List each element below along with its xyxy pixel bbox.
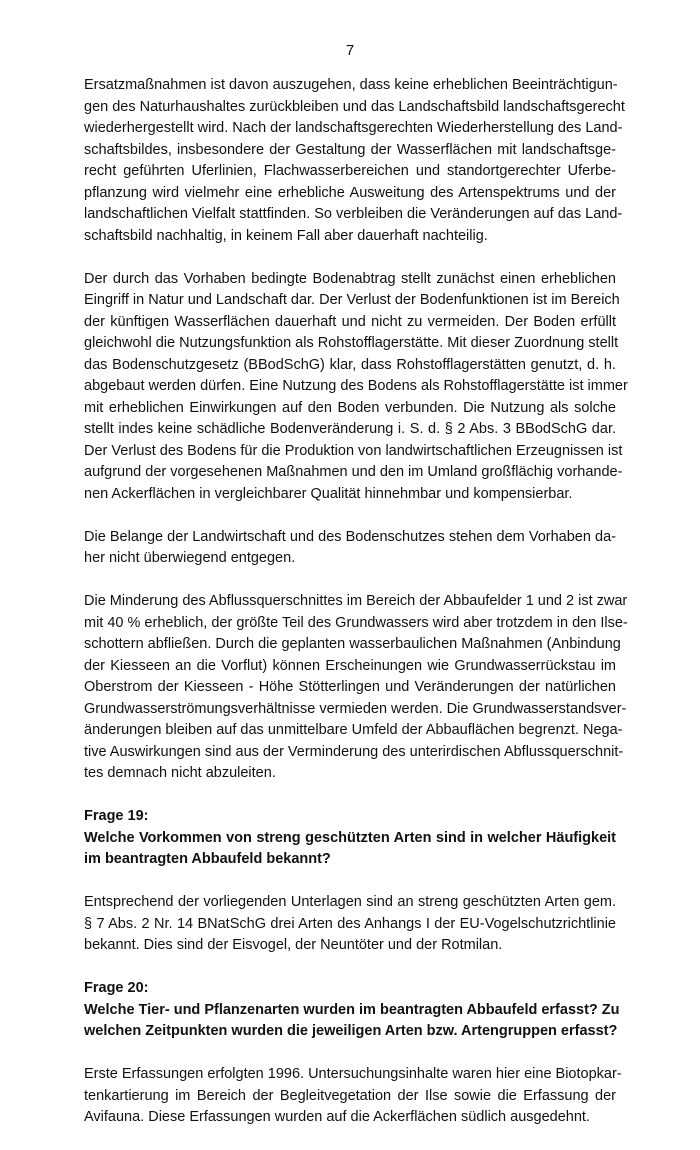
text-line: änderungen bleiben auf das unmittelbare Umfeld der Abbauflächen begrenzt. Nega- xyxy=(84,722,623,738)
text-line: abgebaut werden dürfen. Eine Nutzung des Bodens als Rohstofflagerstätte ist immer xyxy=(84,378,628,394)
answer-paragraph xyxy=(84,892,616,957)
text-line: Oberstrom der Kiesseen - Höhe Stötterlingen und Veränderungen der natürlichen xyxy=(84,679,616,695)
text-line: Avifauna. Diese Erfassungen wurden auf die Ackerflächen südlich ausgedehnt. xyxy=(84,1109,590,1125)
text-line: das Bodenschutzgesetz (BBodSchG) klar, dass Rohstofflagerstätten genutzt, d. h. xyxy=(84,356,616,373)
text-line: landschaftlichen Vielfalt stattfinden. So verbleiben die Veränderungen auf das Land- xyxy=(84,206,623,222)
text-line: Die Belange der Landwirtschaft und des Bodenschutzes stehen dem Vorhaben da- xyxy=(84,528,616,545)
question-heading xyxy=(84,978,620,1043)
text-line: recht geführten Uferlinien, Flachwasserbereichen und standortgerechter Uferbe- xyxy=(84,163,616,179)
text-line: aufgrund der vorgesehenen Maßnahmen und den im Umland großflächig vorhande- xyxy=(84,464,623,480)
question-text-line: Welche Vorkommen von streng geschützten Arten sind in welcher Häufigkeit xyxy=(84,829,616,846)
text-line: Eingriff in Natur und Landschaft dar. Der Verlust der Bodenfunktionen ist im Bereich xyxy=(84,292,620,308)
body-paragraph xyxy=(84,591,628,785)
question-label: Frage 20: xyxy=(84,980,149,996)
question-heading xyxy=(84,806,616,871)
text-line: schaftsbild nachhaltig, in keinem Fall aber dauerhaft nachteilig. xyxy=(84,227,488,244)
body-paragraph xyxy=(84,75,625,247)
text-line: pflanzung wird vielmehr eine erhebliche Ausweitung des Artenspektrums und der xyxy=(84,184,616,201)
text-line: Der Verlust des Bodens für die Produktion von landwirtschaftlichen Erzeugnissen ist xyxy=(84,442,623,459)
text-line: stellt indes keine schädliche Bodenveränderung i. S. d. § 2 Abs. 3 BBodSchG dar. xyxy=(84,421,616,437)
text-line: § 7 Abs. 2 Nr. 14 BNatSchG drei Arten des Anhangs I der EU-Vogelschutzrichtlinie xyxy=(84,915,616,932)
text-line: tes demnach nicht abzuleiten. xyxy=(84,765,276,781)
text-line: bekannt. Dies sind der Eisvogel, der Neuntöter und der Rotmilan. xyxy=(84,937,503,953)
text-line: der Kiesseen an die Vorflut) können Erscheinungen wie Grundwasserrückstau im xyxy=(84,657,616,674)
text-line: mit erheblichen Einwirkungen auf den Boden verbunden. Die Nutzung als solche xyxy=(84,399,616,416)
text-line: Erste Erfassungen erfolgten 1996. Untersuchungsinhalte waren hier eine Biotopkar- xyxy=(84,1066,622,1082)
body-paragraph xyxy=(84,269,628,506)
question-label: Frage 19: xyxy=(84,808,149,824)
text-line: nen Ackerflächen in vergleichbarer Qualität hinnehmbar und kompensierbar. xyxy=(84,485,573,502)
text-line: schottern abfließen. Durch die geplanten wasserbaulichen Maßnahmen (Anbindung xyxy=(84,636,621,652)
text-line: tenkartierung im Bereich der Begleitvegetation der Ilse sowie die Erfassung der xyxy=(84,1087,616,1104)
page-body xyxy=(84,75,628,1150)
answer-paragraph xyxy=(84,1064,622,1129)
question-text-line: welchen Zeitpunkten wurden die jeweiligen Arten bzw. Artengruppen erfasst? xyxy=(84,1023,618,1039)
text-line: mit 40 % erheblich, der größte Teil des Grundwassers wird aber trotzdem in den Ilse- xyxy=(84,614,628,631)
text-line: her nicht überwiegend entgegen. xyxy=(84,550,296,566)
text-line: Ersatzmaßnahmen ist davon auszugehen, dass keine erheblichen Beeinträchtigun- xyxy=(84,77,618,93)
question-text-line: im beantragten Abbaufeld bekannt? xyxy=(84,851,331,867)
page-number: 7 xyxy=(345,42,355,59)
text-line: wiederhergestellt wird. Nach der landschaftsgerechten Wiederherstellung des Land- xyxy=(84,120,623,136)
text-line: Grundwasserströmungsverhältnisse vermieden werden. Die Grundwasserstandsver- xyxy=(84,700,627,717)
text-line: Entsprechend der vorliegenden Unterlagen sind an streng geschützten Arten gem. xyxy=(84,894,616,910)
text-line: gen des Naturhaushaltes zurückbleiben und das Landschaftsbild landschaftsgerecht xyxy=(84,98,625,115)
text-line: Die Minderung des Abflussquerschnittes im Bereich der Abbaufelder 1 und 2 ist zwar xyxy=(84,593,628,609)
question-text-line: Welche Tier- und Pflanzenarten wurden im beantragten Abbaufeld erfasst? Zu xyxy=(84,1001,620,1018)
text-line: der künftigen Wasserflächen dauerhaft und nicht zu vermeiden. Der Boden erfüllt xyxy=(84,313,616,330)
text-line: Der durch das Vorhaben bedingte Bodenabtrag stellt zunächst einen erheblichen xyxy=(84,270,616,287)
text-line: schaftsbildes, insbesondere der Gestaltung der Wasserflächen mit landschaftsge- xyxy=(84,141,616,158)
body-paragraph xyxy=(84,527,616,570)
text-line: gleichwohl die Nutzungsfunktion als Rohstofflagerstätte. Mit dieser Zuordnung stellt xyxy=(84,335,619,351)
text-line: tive Auswirkungen sind aus der Verminderung des unterirdischen Abflussquerschnit- xyxy=(84,743,624,760)
